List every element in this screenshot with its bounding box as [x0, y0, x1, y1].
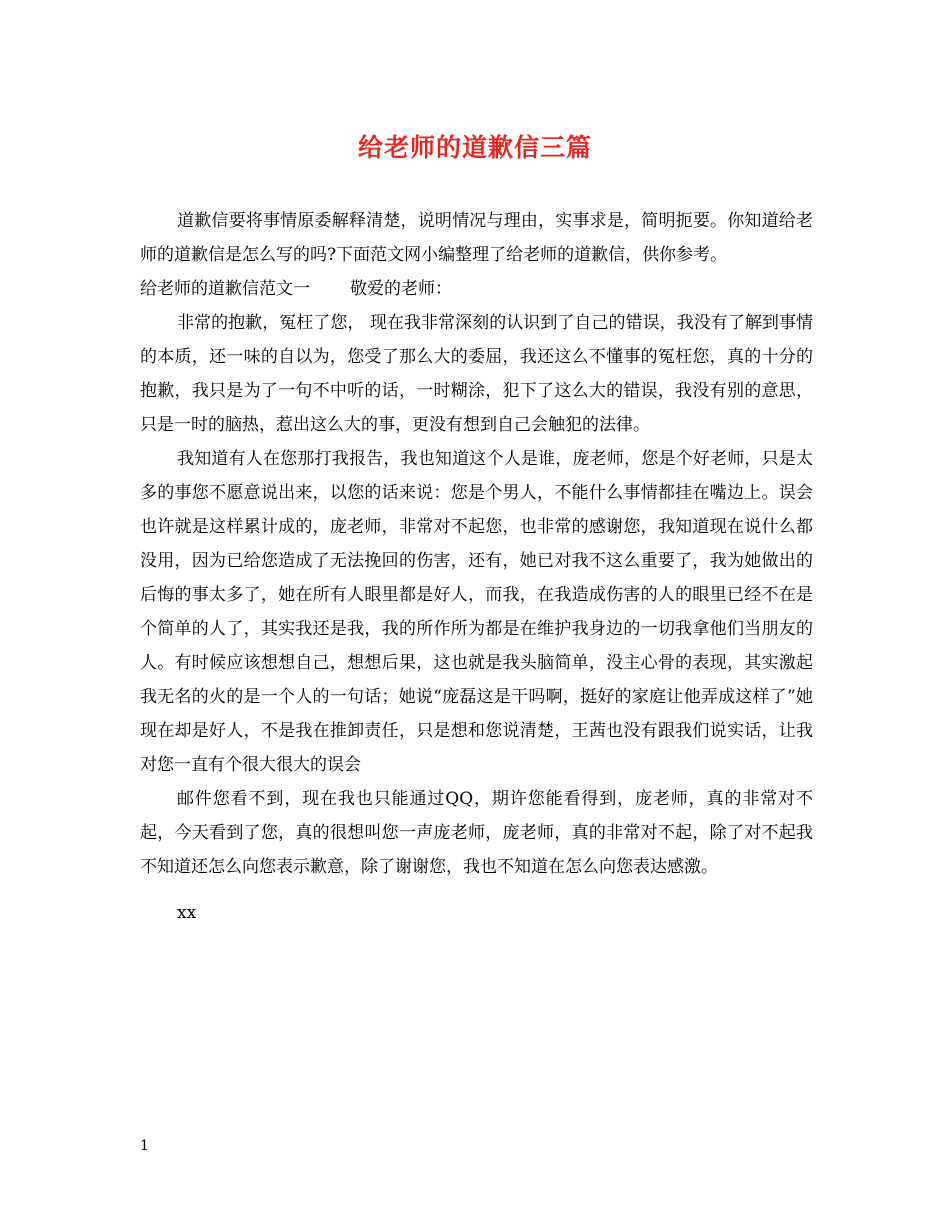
body-paragraph-2: 我知道有人在您那打我报告，我也知道这个人是谁，庞老师，您是个好老师，只是太多的事您不愿意说出来，以您的话来说：您是个男人，不能什么事情都挂在嘴边上。误会也许就是这样累计成的，庞老师，非常对不起您，也非常的感谢您，我知道现在说什么都没用，因为已给您造成了无法挽回的伤害，还有，她已对我不这么重要了，我为她做出的后悔的事太多了，她在所有人眼里都是好人，而我，在我造成伤害的人的眼里已经不在是个简单的人了，其实我还是我，我的所作所为都是在维护我身边的一切我拿他们当朋友的人。有时候应该想想自己，想想后果，这也就是我头脑简单，没主心骨的表现，其实激起我无名的火的是一个人的一句话；她说“庞磊这是干吗啊，挺好的家庭让他弄成这样了”她现在却是好人，不是我在推卸责任，只是想和您说清楚，王茜也没有跟我们说实话，让我对您一直有个很大很大的误会: [140, 449, 813, 775]
section-heading: 给老师的道歉信范文一: [140, 279, 310, 299]
intro-paragraph: 道歉信要将事情原委解释清楚，说明情况与理由，实事求是，简明扼要。你知道给老师的道歉信是怎么写的吗?下面范文网小编整理了给老师的道歉信，供你参考。: [140, 211, 813, 265]
section-heading-line: [140, 272, 813, 306]
document-title: 给老师的道歉信三篇: [357, 133, 592, 162]
body-paragraph-1: 非常的抱歉，冤枉了您， 现在我非常深刻的认识到了自己的错误，我没有了解到事情的本质，还一味的自以为，您受了那么大的委屈，我还这么不懂事的冤枉您，真的十分的抱歉，我只是为了一句不中听的话，一时糊涂，犯下了这么大的错误，我没有别的意思，只是一时的脑热，惹出这么大的事，更没有想到自己会触犯的法律。: [140, 313, 813, 435]
salutation: 敬爱的老师：: [350, 279, 452, 299]
document-body: [140, 204, 813, 930]
signature: xx: [177, 903, 197, 923]
body-paragraph-3: 邮件您看不到，现在我也只能通过QQ，期许您能看得到，庞老师，真的非常对不起，今天看到了您，真的很想叫您一声庞老师，庞老师，真的非常对不起，除了对不起我不知道还怎么向您表示歉意，除了谢谢您，我也不知道在怎么向您表达感激。: [140, 789, 813, 877]
page-number: 1: [140, 1138, 149, 1154]
